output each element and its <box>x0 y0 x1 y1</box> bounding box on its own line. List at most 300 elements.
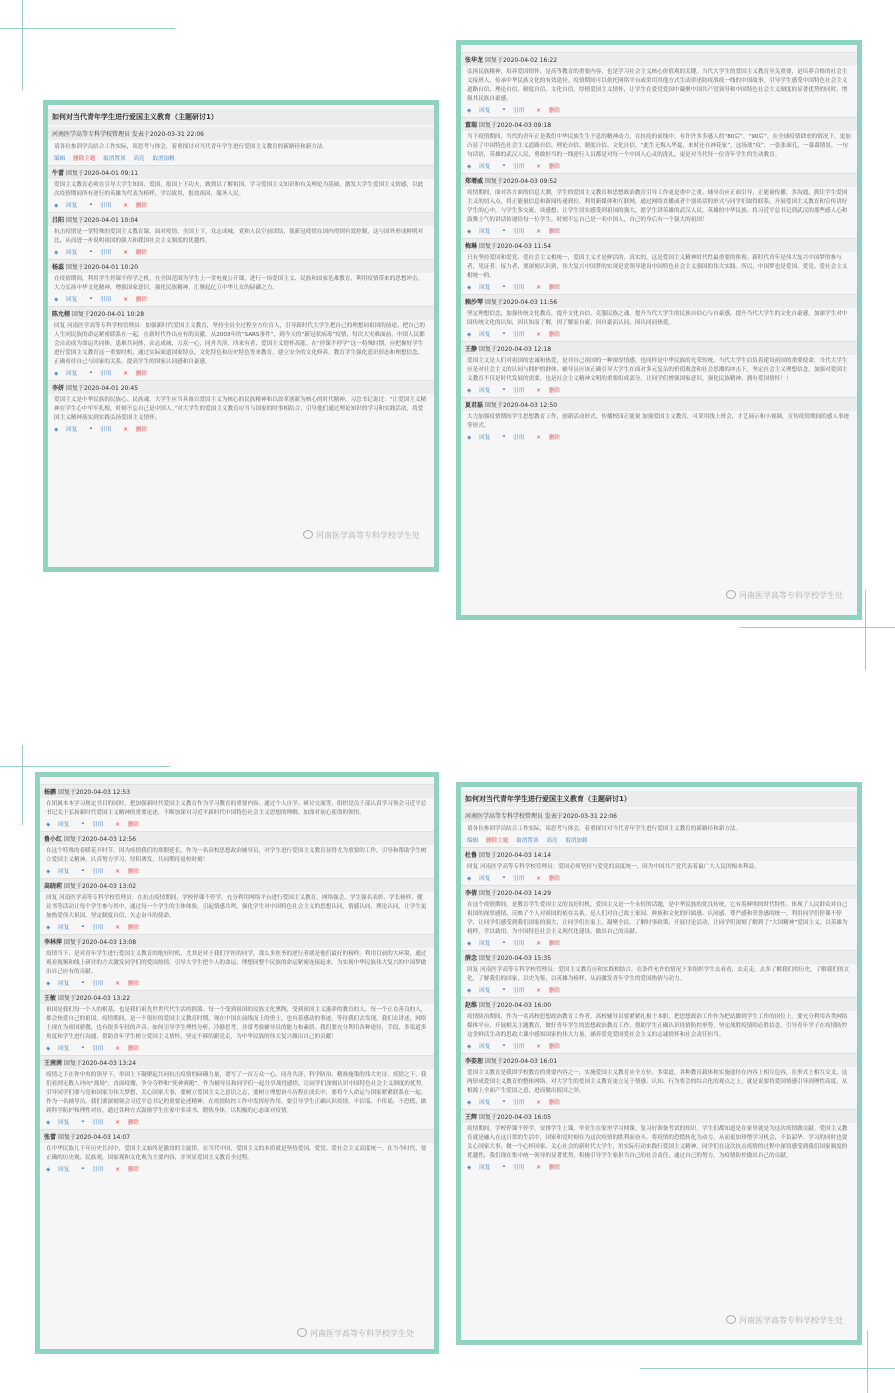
reply-button[interactable] <box>46 1167 75 1173</box>
reply-list <box>54 165 428 433</box>
reply-body: 在这个疫情期间，是教育学生爱国主义的良好时机，爱国主义是一个永恒的话题，是中华民族的优良传统，它有着鲜明的时代特性。体现了人民群众对自己祖国的深厚感情，反映了个人对祖国的依存关系。是人们对自己故土家园、种族和文化的归属感、认同感、尊严感和荣誉感的统一。利用同学们停课不停学，让同学们感受到我们国家的强大，让同学们在家上，凝聚全民、了解时事政策，开展讨论活动，让同学们深刻了解到了“大国精神”爱国主义，以英雄为榜样，学以致用，为中国特色社会主义现代化建设，做出自己的贡献。 <box>467 902 848 935</box>
quote-label: 引用 <box>92 1120 104 1126</box>
reply-button[interactable] <box>467 332 496 338</box>
reply-actions <box>54 425 428 433</box>
delete-button[interactable] <box>115 869 145 875</box>
quote-button[interactable] <box>502 332 530 338</box>
reply-label: 回复 <box>479 108 491 114</box>
reply-label: 回复 <box>66 427 78 433</box>
reply-label: 回复 <box>479 1165 491 1171</box>
reply-author: 李姿恕 <box>465 1058 484 1065</box>
reply-item <box>46 990 428 1052</box>
delete-icon: ✕ <box>536 941 543 947</box>
watermark: 河南医学高等专科学校学生处 <box>726 590 843 601</box>
reply-item <box>467 997 851 1050</box>
reply-actions <box>54 369 428 377</box>
delete-button[interactable] <box>536 1044 566 1050</box>
delete-button[interactable] <box>123 371 153 377</box>
reply-icon: ◈ <box>467 388 474 394</box>
reply-time: 回复于2020-04-01 20:45 <box>65 385 139 392</box>
reply-time: 回复于2020-04-03 16:00 <box>478 1002 552 1009</box>
reply-author: 王辉 <box>465 1114 478 1121</box>
reply-header <box>40 990 434 1004</box>
reply-button[interactable] <box>46 981 75 987</box>
quote-icon: ❝ <box>81 1046 87 1052</box>
reply-label: 回复 <box>479 164 491 170</box>
panel-content <box>461 787 857 1340</box>
reply-item <box>46 878 428 931</box>
reply-body: 疫情防治期间，作为一名高校思想政治教育工作者，高校辅导员要紧紧扎根于本职，把思想政治工作作为把站脚到学生工作的岗位上。要充分利用各类网络媒体平台，开展相关主题教育，做好青年学生的思想政治教育工作，帮助学生正确认识疫情防控形势，坚定战胜疫情的必胜信念。引导青年学子在疫情防控这堂鲜活生动的思政大课中感知国家的伟大力量，涵养爱党爱国爱社会主义的志诚情怀和社会责任担当。 <box>467 1014 848 1038</box>
delete-icon: ✕ <box>536 1100 543 1106</box>
quote-button[interactable] <box>502 1165 530 1171</box>
delete-icon: ✕ <box>536 108 543 114</box>
reply-item <box>467 1109 851 1171</box>
quote-button[interactable] <box>502 435 530 441</box>
quote-icon: ❝ <box>502 1044 508 1050</box>
corner-line <box>740 627 895 628</box>
reply-button[interactable] <box>46 1046 75 1052</box>
delete-label: 删除 <box>127 1167 139 1173</box>
reply-header <box>461 52 857 66</box>
reply-author: 王静 <box>465 346 478 353</box>
reply-author: 张华龙 <box>465 57 484 64</box>
delete-button[interactable] <box>123 250 153 256</box>
quote-button[interactable] <box>89 427 117 433</box>
reply-icon: ◈ <box>54 427 61 433</box>
reply-time: 回复于2020-04-02 16:22 <box>484 57 558 64</box>
reply-header <box>48 165 434 179</box>
reply-icon: ◈ <box>46 822 53 828</box>
reply-actions <box>467 227 851 235</box>
reply-item <box>467 1053 851 1106</box>
reply-label: 回复 <box>58 822 70 828</box>
reply-time: 回复于2020-04-03 13:22 <box>57 995 131 1002</box>
reply-header <box>461 397 857 411</box>
quote-icon: ❝ <box>81 1167 87 1173</box>
reply-time: 回复于2020-04-03 14:07 <box>57 1134 131 1141</box>
quote-button[interactable] <box>502 285 530 291</box>
reply-item <box>54 259 428 303</box>
quote-button[interactable] <box>502 388 530 394</box>
reply-icon: ◈ <box>467 108 474 114</box>
quote-button[interactable] <box>81 1046 109 1052</box>
quote-icon: ❝ <box>502 332 508 338</box>
delete-label: 删除 <box>127 822 139 828</box>
reply-item <box>46 1129 428 1173</box>
quote-icon: ❝ <box>502 1100 508 1106</box>
reply-actions <box>467 162 851 170</box>
reply-item <box>467 885 851 947</box>
quote-button[interactable] <box>89 250 117 256</box>
delete-label: 删除 <box>127 1120 139 1126</box>
delete-icon: ✕ <box>123 250 130 256</box>
delete-icon: ✕ <box>123 371 130 377</box>
reply-header <box>48 306 434 320</box>
reply-item <box>467 397 851 441</box>
delete-button[interactable] <box>536 435 566 441</box>
quote-label: 引用 <box>513 108 525 114</box>
corner-line <box>865 590 866 670</box>
reply-label: 回复 <box>58 925 70 931</box>
reply-actions <box>46 923 428 931</box>
thread-intro: 请各位参训学员结合工作实际，谈思考与体会，着重探讨对当代青年学生进行爱国主义教育的新路径和新方法。 <box>467 826 742 832</box>
reply-header <box>40 934 434 948</box>
reply-header <box>48 259 434 273</box>
delete-label: 删除 <box>548 332 560 338</box>
delete-icon: ✕ <box>115 1167 122 1173</box>
delete-label: 删除 <box>548 1044 560 1050</box>
reply-author: 梅琳 <box>465 243 478 250</box>
delete-icon: ✕ <box>115 925 122 931</box>
reply-body: 祖国是我们每一个人的根基，也是我们祖先世世代代生活的摇篮。每一个受到祖国的民族文化熏陶，受到祖国主义滋养的教育的人，每一个正直善良的人，都会热爱自己的祖国。疫情期间，是一个很好的爱国主义教育时期。现在中国在前线而上的勇士，也有着感动的事迹，等待我们去发现，我们去讲述，网络上现在为祖国骄傲，也有很多年轻的声音。如何引导学生理性分析，冷静思考，非常考验辅导员的能力和素质。我们要充分利用各种途径，手段，多渠道多角度和学生进行沟通，帮助青年学生树立爱国主义情怀，坚定不移的跟党走，为中华民族的伟大复兴做出自己的贡献！ <box>46 1007 427 1040</box>
quote-button[interactable] <box>89 203 117 209</box>
reply-button[interactable] <box>54 250 83 256</box>
delete-icon: ✕ <box>536 332 543 338</box>
reply-icon: ◈ <box>46 1167 53 1173</box>
reply-header <box>461 173 857 187</box>
quote-button[interactable] <box>81 981 109 987</box>
delete-button[interactable] <box>536 1165 566 1171</box>
reply-button[interactable] <box>467 229 496 235</box>
reply-list <box>467 52 851 441</box>
reply-author: 李林萍 <box>44 939 63 946</box>
quote-button[interactable] <box>502 1100 530 1106</box>
delete-button[interactable] <box>536 876 566 882</box>
reply-button[interactable] <box>467 164 496 170</box>
quote-button[interactable] <box>502 988 530 994</box>
quote-label: 引用 <box>513 1165 525 1171</box>
corner-line <box>867 1330 868 1393</box>
reply-author: 王敏 <box>44 995 57 1002</box>
quote-label: 引用 <box>513 285 525 291</box>
reply-time: 回复于2020-04-03 09:18 <box>478 122 552 129</box>
delete-label: 删除 <box>127 925 139 931</box>
reply-body: 疫情期间，学校停课不停学，安排学生上课。毕业生在家里学习网课，复习好准备考试的知识，学生们都知道是在家里就是为这次疫情做贡献。爱国主义教育就是融入在这日常的生活中，国家和党时刻在为这次疫情的胜利而奋斗，将疫情的恐慌转化为动力，从而更加珍惜学习机会，不负韶华。学习的同时也要关心国家大事，做一个心怀国家、关心社会的新时代大学生，用实际行动来践行爱国主义精神。同学们在这次抗击疫情的过程中深切感受到我们国家制度的优越性，我们现在集中统一领导的显著优势，积极引导学生家担当自己的社会责任，通过自己的努力，为疫情防控做出自己的贡献。 <box>467 1126 848 1159</box>
reply-label: 回复 <box>58 1167 70 1173</box>
reply-item <box>467 341 851 394</box>
reply-author: 赖沙琴 <box>465 299 484 306</box>
delete-icon: ✕ <box>115 1046 122 1052</box>
delete-icon: ✕ <box>115 822 122 828</box>
reply-label: 回复 <box>479 1044 491 1050</box>
reply-button[interactable] <box>467 876 496 882</box>
reply-icon: ◈ <box>46 925 53 931</box>
reply-actions <box>46 979 428 987</box>
reply-icon: ◈ <box>46 981 53 987</box>
reply-header <box>40 784 434 798</box>
reply-author: 夏君磊 <box>465 402 484 409</box>
reply-button[interactable] <box>46 925 75 931</box>
delete-button[interactable] <box>115 981 145 987</box>
delete-label: 删除 <box>548 164 560 170</box>
thread-options <box>54 154 428 162</box>
edit-option[interactable]: 编辑 <box>467 838 479 844</box>
delete-label: 删除 <box>548 285 560 291</box>
reply-button[interactable] <box>467 388 496 394</box>
corner-line <box>640 1368 895 1369</box>
delete-button[interactable] <box>123 203 153 209</box>
reply-actions <box>54 248 428 256</box>
reply-button[interactable] <box>467 435 496 441</box>
reply-item <box>467 173 851 235</box>
edit-option[interactable]: 编辑 <box>54 156 66 162</box>
reply-list <box>467 847 851 1171</box>
reply-body: 弘扬民族精神，培养爱国情怀，是高等教育的重要内容，也是学习社会主义核心价值观的关键。当代大学生的爱国主义教育至关重要，是培养合格的社会主义接班人、传承中华民族文化的有效途径。疫情期间可以依托网络平台或采用其他方式生动讲述防疫战疫一线的中国故事，引导学生感受中国特色社会主义道路自信、理论自信、制度自信、文化自信，厚植爱国主义情怀，让学生在爱党爱国中凝聚中国共产党领导和中国特色社会主义制度的显著优势的同时，增强其民族自豪感。 <box>467 69 848 102</box>
reply-label: 回复 <box>66 203 78 209</box>
reply-icon: ◈ <box>467 164 474 170</box>
quote-button[interactable] <box>502 941 530 947</box>
reply-button[interactable] <box>54 297 83 303</box>
delete-button[interactable] <box>123 297 153 303</box>
reply-body: 回复 河南医学高等专科学校管理员：爱国主义教育应和实践相结合，在条件允许的情况下多组织学生去看看，去走走，去多了解我们的历史，了解我们的文化，了解我们的国家，以史为鉴，以英雄为榜样，从而激发青年学生的爱国热情与动力。 <box>467 967 850 982</box>
reply-label: 回复 <box>66 371 78 377</box>
reply-body: 爱国主义教育是我国学校教育的重要内容之一，实施爱国主义教育应全方位、多渠道，各种教育载体和实施途径在内容上相互包容，在形式上相互交叉，这两形成爱国主义教育的整体网络。对大学生的爱国主义教育更立足于情感、认知、行为将会的综合化的观点之上，就是说要将爱国情感引导到理性高度，从根源上全面产生爱国之意，进而做出报国之举。 <box>467 1070 848 1094</box>
reply-actions <box>54 295 428 303</box>
delete-button[interactable] <box>115 925 145 931</box>
reply-body: 在团属本本学习规定书目的同时，把加强新时代爱国主义教育作为学习教育的重要内容。通过个人自学、研讨交流等，组织党员干部认真学习领会习近平总书记关于弘扬新时代爱国主义精神的重要论述，不断加深对习近平新时代中国特色社会主义思想的理解，加深对初心使命的领悟。 <box>46 801 427 816</box>
reply-body: 在这个特殊的春暖花开时节，因为疫情我们的寒假延长，作为一名高校思想政治辅导员，对学生进行爱国主义教育显得尤为重要的工作，引导和帮助学生树立爱国主义精神，认真努力学习，厚积薄发，共同期待返校时刻！ <box>46 848 427 863</box>
reply-header <box>461 885 857 899</box>
reply-label: 回复 <box>479 988 491 994</box>
delete-button[interactable] <box>536 332 566 338</box>
delete-label: 删除 <box>135 371 147 377</box>
reply-item <box>46 934 428 987</box>
reply-icon: ◈ <box>467 876 474 882</box>
reply-label: 回复 <box>479 285 491 291</box>
reply-label: 回复 <box>479 332 491 338</box>
reply-header <box>40 1129 434 1143</box>
delete-label: 删除 <box>548 388 560 394</box>
delete-button[interactable] <box>536 1100 566 1106</box>
watermark: 河南医学高等专科学校学生处 <box>303 530 420 541</box>
reply-button[interactable] <box>467 1044 496 1050</box>
quote-icon: ❝ <box>89 250 95 256</box>
quote-button[interactable] <box>81 1167 109 1173</box>
quote-icon: ❝ <box>502 108 508 114</box>
unpin-option[interactable]: 取消置顶 <box>103 156 126 162</box>
reply-header <box>461 847 857 861</box>
quote-button[interactable] <box>81 1120 109 1126</box>
delete-label: 删除 <box>127 869 139 875</box>
quote-button[interactable] <box>502 876 530 882</box>
reply-label: 回复 <box>479 941 491 947</box>
quote-button[interactable] <box>89 371 117 377</box>
quote-button[interactable] <box>502 229 530 235</box>
reply-time: 回复于2020-04-03 11:56 <box>484 299 558 306</box>
reply-time: 回复于2020-04-03 13:08 <box>63 939 137 946</box>
unpin-option[interactable]: 取消置顶 <box>516 838 539 844</box>
reply-actions <box>46 820 428 828</box>
reply-item <box>54 212 428 256</box>
thread-title: 如何对当代青年学生进行爱国主义教育（主题研讨1） <box>48 109 434 125</box>
reply-actions <box>467 1042 851 1050</box>
reply-actions <box>467 433 851 441</box>
delete-button[interactable] <box>123 427 153 433</box>
reply-button[interactable] <box>54 371 83 377</box>
quote-label: 引用 <box>92 1046 104 1052</box>
quote-icon: ❝ <box>502 285 508 291</box>
quote-label: 引用 <box>92 1167 104 1173</box>
quote-button[interactable] <box>81 869 109 875</box>
quote-icon: ❝ <box>502 388 508 394</box>
reply-icon: ◈ <box>54 250 61 256</box>
quote-label: 引用 <box>100 203 112 209</box>
reply-author: 吕阳 <box>52 217 65 224</box>
reply-button[interactable] <box>467 108 496 114</box>
reply-author: 李倩 <box>465 890 478 897</box>
forum-panel-bottom-left <box>35 772 439 1354</box>
delete-icon: ✕ <box>536 988 543 994</box>
reply-actions <box>467 986 851 994</box>
reply-header <box>461 1109 857 1123</box>
reply-icon: ◈ <box>54 297 61 303</box>
delete-icon: ✕ <box>123 427 130 433</box>
reply-button[interactable] <box>467 941 496 947</box>
reply-author: 薛念 <box>465 955 478 962</box>
delete-button[interactable] <box>115 1046 145 1052</box>
reply-actions <box>467 874 851 882</box>
quote-icon: ❝ <box>81 981 87 987</box>
delete-icon: ✕ <box>115 1120 122 1126</box>
highlight-option[interactable]: 高亮 <box>546 838 558 844</box>
reply-icon: ◈ <box>467 941 474 947</box>
delete-button[interactable] <box>536 988 566 994</box>
reply-time: 回复于2020-04-03 11:54 <box>478 243 552 250</box>
quote-icon: ❝ <box>81 822 87 828</box>
delete-button[interactable] <box>115 1167 145 1173</box>
reply-author: 郑增威 <box>465 178 484 185</box>
reply-body: 回复 河南医学高等专科学校管理员：加强新时代爱国主义教育，坚持全员全过程全方位育人，引导新时代大学生把自己的理想同祖国的前途、把自己的人生同民族的命运紧密联系在一起，在新时代作出应有的贡献。从2003年的“SARS事件”，到今天的“新冠状病毒”疫情，每次大灾难面前，中国人民都会自动成为命运共同体，患难共同体，众志成城，万众一心，同舟共济，四来有者，爱国主义情怀高涨。在“停课不停学”这一特殊时期，应把握好学生进行爱国主义教育这一重要时机，通过实际面道国家特点、文化特色和历史特色等来教育，建立安全的文化修养，教育学生强化意识形态和理想信念，正确看待自己与国家的关系，提高学生的国家认同感和自豪感。 <box>54 323 425 365</box>
delete-label: 删除 <box>548 1165 560 1171</box>
reply-item <box>467 238 851 291</box>
reply-button[interactable] <box>54 203 83 209</box>
reply-time: 回复于2020-04-01 10:20 <box>65 264 139 271</box>
thread-options <box>467 836 851 844</box>
reply-time: 回复于2020-04-01 09:11 <box>65 170 139 177</box>
watermark: 河南医学高等专科学校学生处 <box>726 1315 843 1326</box>
reply-time: 回复于2020-04-03 16:01 <box>484 1058 558 1065</box>
thread-meta: 河南医学高等专科学校管理员 发表于2020-03-31 22:06 <box>48 127 434 140</box>
delete-button[interactable] <box>536 108 566 114</box>
delete-label: 删除 <box>548 876 560 882</box>
reply-body: 大力加强疫情期间学生思想教育工作，创新活动形式，传播校园正能量 加强爱国主义教育，可采用线上班会，才艺展示和小视频，宣传疫情期间的感人事迹等形式。 <box>467 414 850 429</box>
delete-button[interactable] <box>536 941 566 947</box>
reply-label: 回复 <box>58 869 70 875</box>
reply-button[interactable] <box>46 822 75 828</box>
delete-label: 删除 <box>548 108 560 114</box>
delete-button[interactable] <box>536 164 566 170</box>
thread-meta: 河南医学高等专科学校管理员 发表于2020-03-31 22:06 <box>461 809 857 822</box>
reply-icon: ◈ <box>46 1046 53 1052</box>
reply-icon: ◈ <box>467 285 474 291</box>
reply-time: 回复于2020-04-03 12:50 <box>484 402 558 409</box>
corner-line <box>0 28 175 29</box>
reply-button[interactable] <box>467 1165 496 1171</box>
reply-button[interactable] <box>46 1120 75 1126</box>
reply-button[interactable] <box>467 285 496 291</box>
reply-icon: ◈ <box>467 1165 474 1171</box>
reply-label: 回复 <box>66 297 78 303</box>
highlight-option[interactable]: 高亮 <box>133 156 145 162</box>
reply-actions <box>467 330 851 338</box>
reply-author: 李妍 <box>52 385 65 392</box>
reply-body: 坚定理想信念，加强传统文化教育，提升文化自信，克服民族之魂。提升当代大学生的民族自信心与自豪感，提升当代大学生的文化自豪感，加深学生对中国传统文化的认知，因认知而了解，因了解而自豪，因自豪而认同，因认同而热爱。 <box>467 311 848 326</box>
delete-button[interactable] <box>536 285 566 291</box>
reply-button[interactable] <box>46 869 75 875</box>
reply-body: 疫情当下，是对青年学生进行爱国主义教育的绝好时机。尤其是对于我们学医的同学，那么多医务的逆行者就是他们最好的榜样。利用目前的大环境，通过观看视频和线上研讨的方式激发同学们的爱国热情，引导大学生把个人的命运、理想同整个民族的命运紧密连接起来，为实现中华民族伟大复兴的中国梦做出自己应有的贡献。 <box>46 951 427 975</box>
delete-icon: ✕ <box>536 285 543 291</box>
quote-label: 引用 <box>513 388 525 394</box>
quote-label: 引用 <box>513 332 525 338</box>
reply-label: 回复 <box>479 876 491 882</box>
reply-icon: ◈ <box>467 435 474 441</box>
thread-intro: 请各位参训学员结合工作实际，谈思考与体会，着重探讨对当代青年学生进行爱国主义教育的新路径和新方法。 <box>54 144 329 150</box>
quote-label: 引用 <box>100 371 112 377</box>
reply-icon: ◈ <box>46 869 53 875</box>
reply-time: 回复于2020-04-03 14:14 <box>478 852 552 859</box>
delete-icon: ✕ <box>123 203 130 209</box>
quote-button[interactable] <box>89 297 117 303</box>
reply-time: 回复于2020-04-03 16:05 <box>478 1114 552 1121</box>
reply-icon: ◈ <box>46 1120 53 1126</box>
reply-header <box>461 997 857 1011</box>
reply-header <box>40 831 434 845</box>
reply-body: 疫情之下在你中央的领导下，举国上下凝聚起共同抗击疫情的磅礴力量，谱写了一首万众一心、同舟共济、科学防治、精准施策的伟大史诗。疫情之下，我们看到无数人冲向“战场”，直面疫魔，争分夺秒和“死神赛跑”。作为辅导员和同学们一起分享战役感悟，让同学们深刻认识中国特色社会主义制度的优势，引导同学们要与党和国家为伟大梦想，关心国家大事，要树立爱国主义之意识之志，要树立理想奋斗历程在成长中，要将个人命运与国家紧紧联系在一起。作为一名辅导员，我们要深刻领会习近平总书记的重要论述精神，在疫情防控工作中发挥好作用。要引导学生正确认识疫情，不信谣、不传谣，不恐慌，做到科学防护和理性对待。通过各种方式鼓励学生在家中多读书，锻炼身体，以积极的心态面对疫情。 <box>46 1072 427 1114</box>
quote-button[interactable] <box>81 925 109 931</box>
quote-icon: ❝ <box>89 427 95 433</box>
reply-author: 牛蕾 <box>52 170 65 177</box>
unbold-option[interactable]: 取消加粗 <box>565 838 588 844</box>
quote-button[interactable] <box>502 108 530 114</box>
wechat-icon <box>726 590 736 599</box>
delete-button[interactable] <box>115 822 145 828</box>
reply-actions <box>54 201 428 209</box>
delete-label: 删除 <box>548 941 560 947</box>
delete-topic-option[interactable]: 删除主题 <box>485 838 509 844</box>
quote-label: 引用 <box>92 869 104 875</box>
quote-label: 引用 <box>100 250 112 256</box>
quote-button[interactable] <box>81 822 109 828</box>
quote-label: 引用 <box>513 1044 525 1050</box>
reply-label: 回复 <box>479 388 491 394</box>
quote-label: 引用 <box>513 876 525 882</box>
delete-topic-option[interactable]: 删除主题 <box>72 156 96 162</box>
quote-icon: ❝ <box>81 925 87 931</box>
reply-actions <box>467 386 851 394</box>
reply-item <box>46 784 428 828</box>
quote-label: 引用 <box>92 822 104 828</box>
quote-label: 引用 <box>513 1100 525 1106</box>
quote-button[interactable] <box>502 1044 530 1050</box>
quote-label: 引用 <box>513 164 525 170</box>
delete-button[interactable] <box>536 229 566 235</box>
reply-body: 回复 河南医学高等专科学校管理员：在抗击疫情期间，学校停课不停学，充分利用网络平台进行爱国主义教育，网络强会、学生强名表彰、学长榜样、健议书等活动让每个学生参与其中，通过每一个学生的主体体验，引起情感共鸣，强化学生对中国特色社会主义的思想认同，情感认同、理论认同，让学生更加热爱伟大祖国，坚定制度自信，矢志奋斗的使命。 <box>46 895 427 919</box>
quote-icon: ❝ <box>502 435 508 441</box>
reply-body: 在疫情期间，利用学生停课不停学之机，在全国范围为学生上一堂电视公开课，进行一场爱国主义、民族和国家危难教育，利用疫情带来的思想冲击，大力弘扬中华文化精神，增强国家意识，强化民族精神，汇聚起亿万中华儿女的磅礴之力。 <box>54 276 424 291</box>
delete-label: 删除 <box>135 297 147 303</box>
reply-button[interactable] <box>54 427 83 433</box>
forum-panel-top-right <box>456 40 862 620</box>
unbold-option[interactable]: 取消加粗 <box>152 156 175 162</box>
quote-button[interactable] <box>502 164 530 170</box>
delete-button[interactable] <box>536 388 566 394</box>
reply-button[interactable] <box>467 988 496 994</box>
reply-button[interactable] <box>467 1100 496 1106</box>
reply-header <box>40 1055 434 1069</box>
reply-item <box>467 294 851 338</box>
quote-label: 引用 <box>92 981 104 987</box>
delete-button[interactable] <box>115 1120 145 1126</box>
